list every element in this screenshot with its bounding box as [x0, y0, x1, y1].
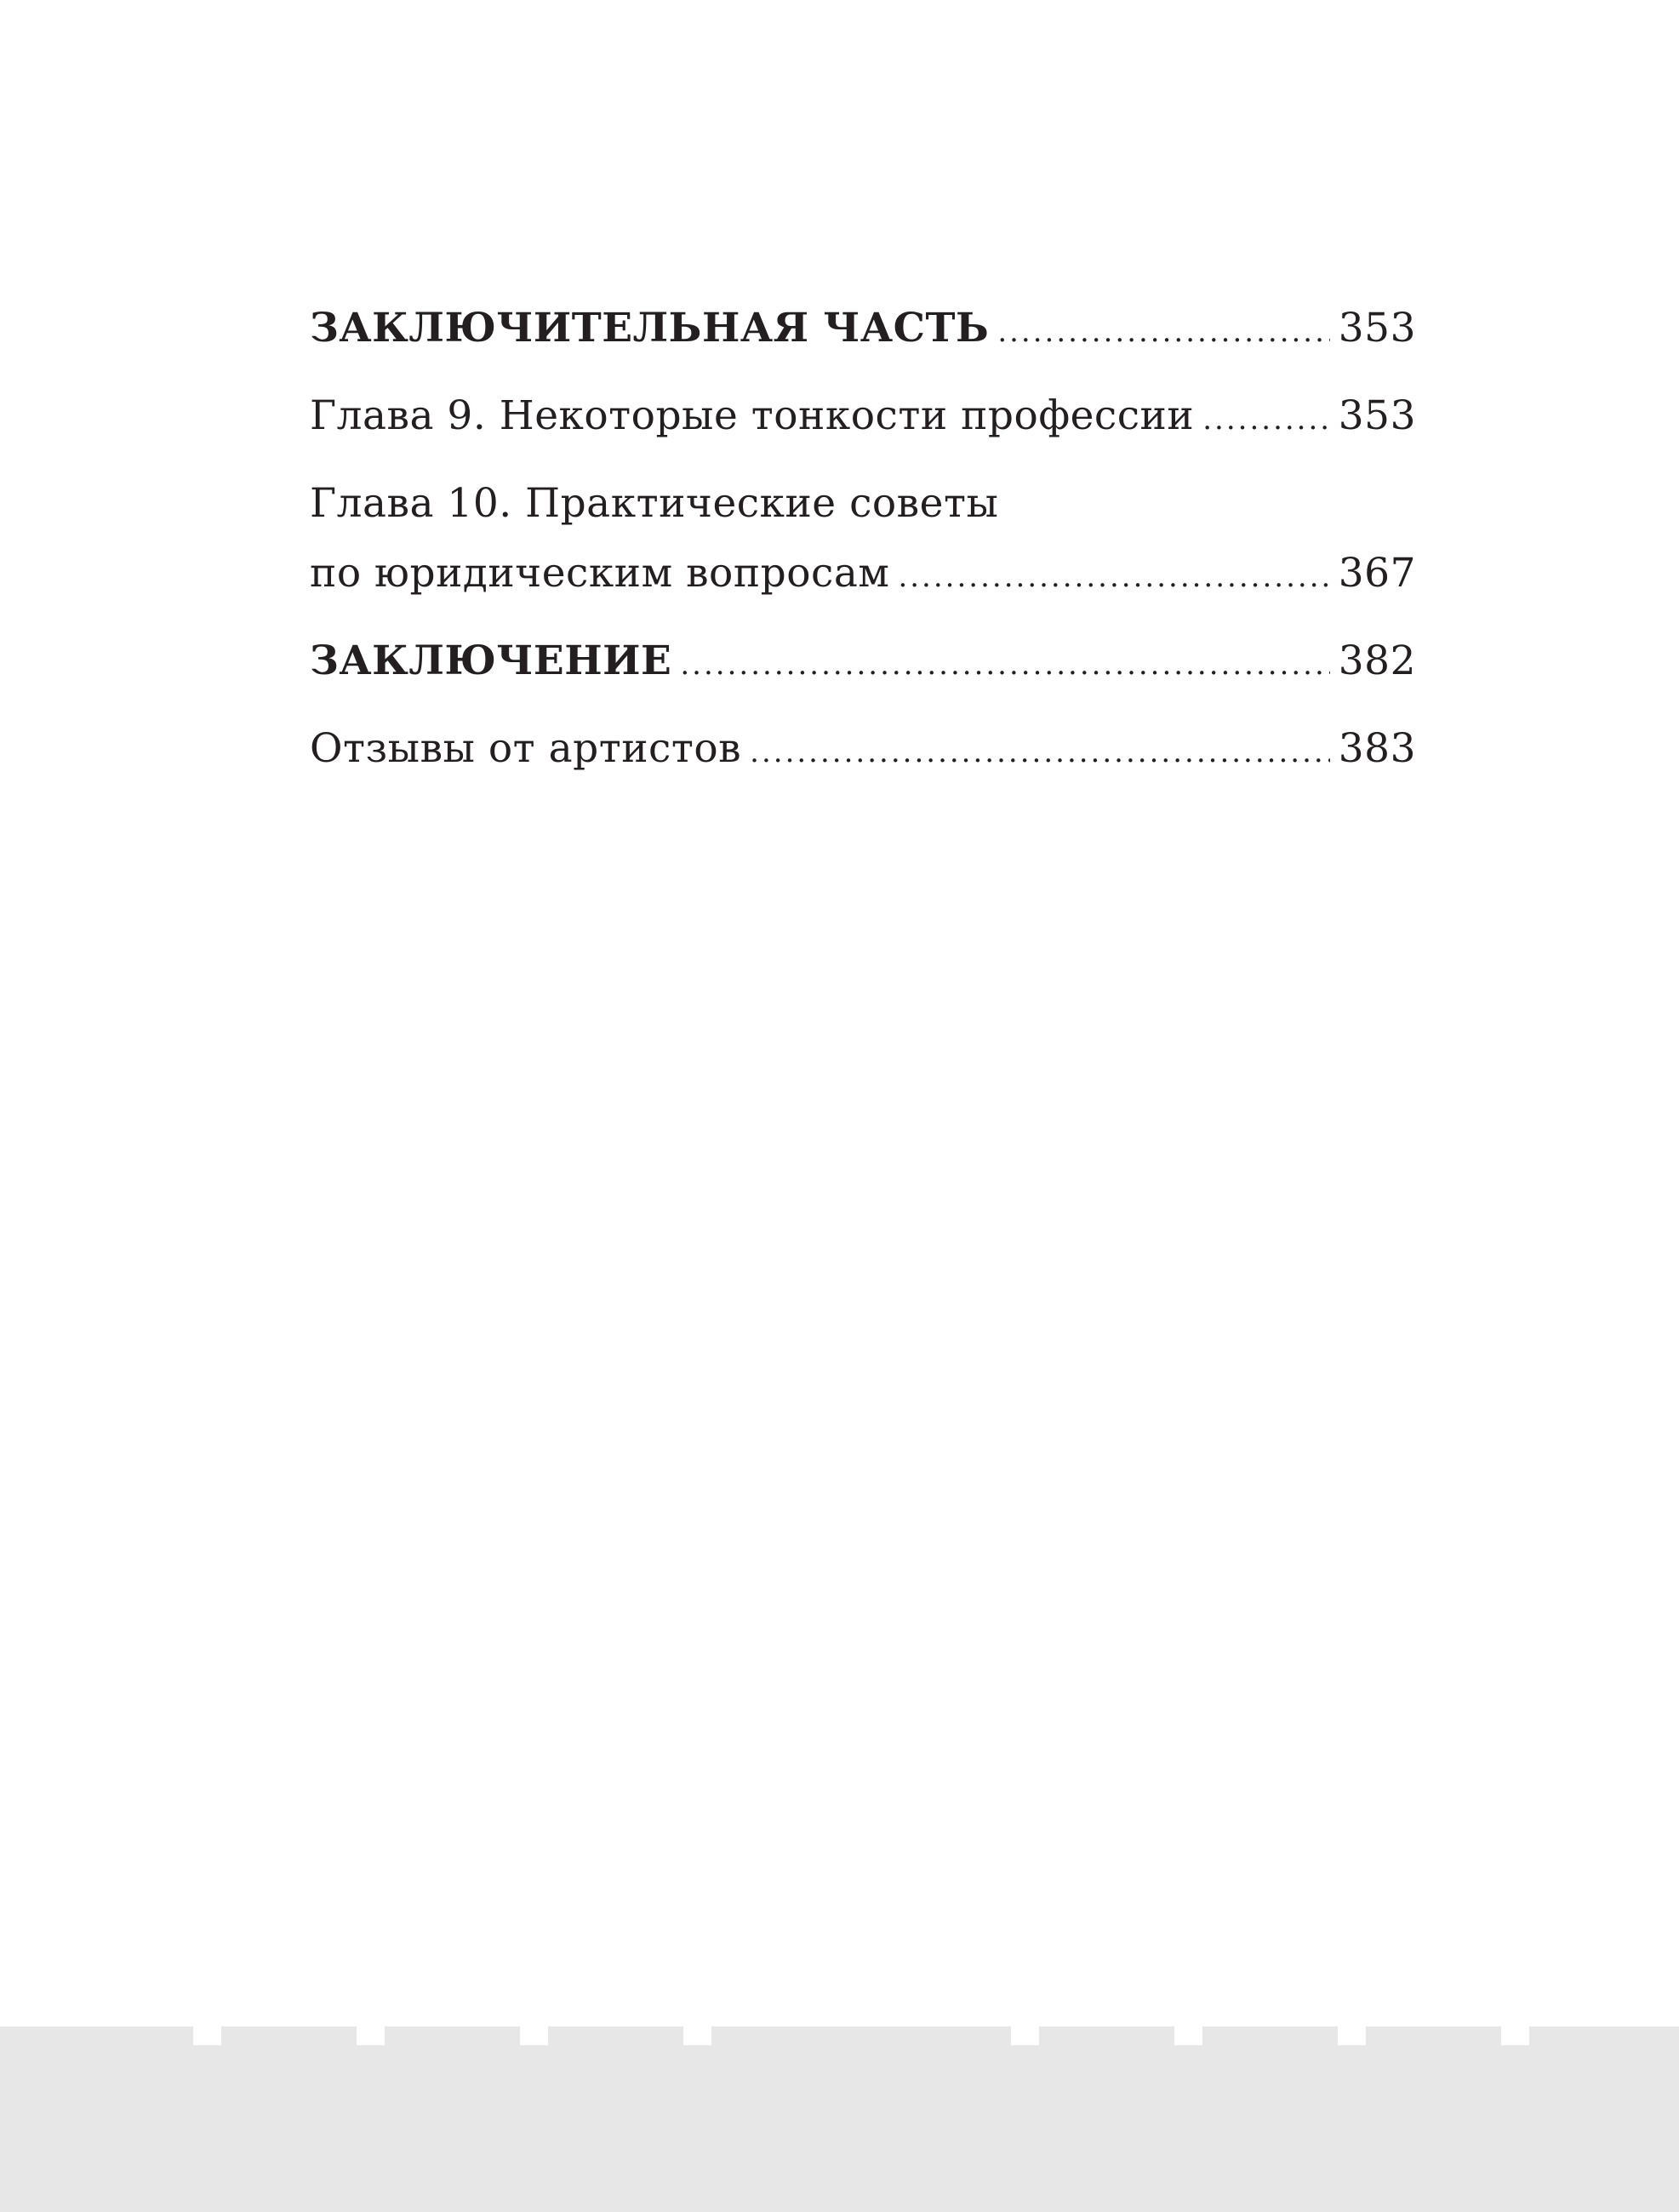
footer-band: [0, 2026, 1679, 2212]
dot-leader: [1202, 385, 1330, 454]
dot-leader: [898, 542, 1329, 612]
decorative-square-icon: [357, 2017, 385, 2045]
toc-entry-final-part[interactable]: [310, 294, 1416, 367]
decorative-square-icon: [520, 2017, 548, 2045]
toc-entry-page: 367: [1338, 550, 1416, 597]
toc-entry-page: 353: [1338, 392, 1416, 439]
toc-entry-title: Отзывы от артистов: [310, 725, 742, 772]
toc-entry-page: 353: [1338, 305, 1416, 352]
toc-entry-title-line2: по юридическим вопросам: [310, 550, 890, 597]
toc-entry-chapter-10[interactable]: [310, 469, 1416, 612]
decorative-square-icon: [1174, 2017, 1202, 2045]
toc-entry-reviews[interactable]: [310, 714, 1416, 787]
table-of-contents: [310, 294, 1416, 787]
decorative-square-icon: [683, 2017, 711, 2045]
toc-entry-title: ЗАКЛЮЧЕНИЕ: [310, 637, 672, 684]
toc-entry-chapter-9[interactable]: [310, 381, 1416, 454]
decorative-square-icon: [1501, 2017, 1529, 2045]
toc-entry-title-line1: Глава 10. Практические советы: [310, 480, 999, 527]
decorative-square-icon: [1338, 2017, 1366, 2045]
toc-entry-title: ЗАКЛЮЧИТЕЛЬНАЯ ЧАСТЬ: [310, 305, 990, 352]
dot-leader: [997, 297, 1329, 367]
dot-leader: [750, 717, 1330, 787]
dot-leader: [680, 630, 1329, 700]
toc-entry-page: 383: [1338, 725, 1416, 772]
toc-entry-page: 382: [1338, 637, 1416, 684]
toc-entry-conclusion[interactable]: [310, 626, 1416, 700]
toc-entry-title: Глава 9. Некоторые тонкости профессии: [310, 392, 1195, 439]
decorative-square-icon: [193, 2017, 221, 2045]
decorative-square-icon: [1011, 2017, 1039, 2045]
